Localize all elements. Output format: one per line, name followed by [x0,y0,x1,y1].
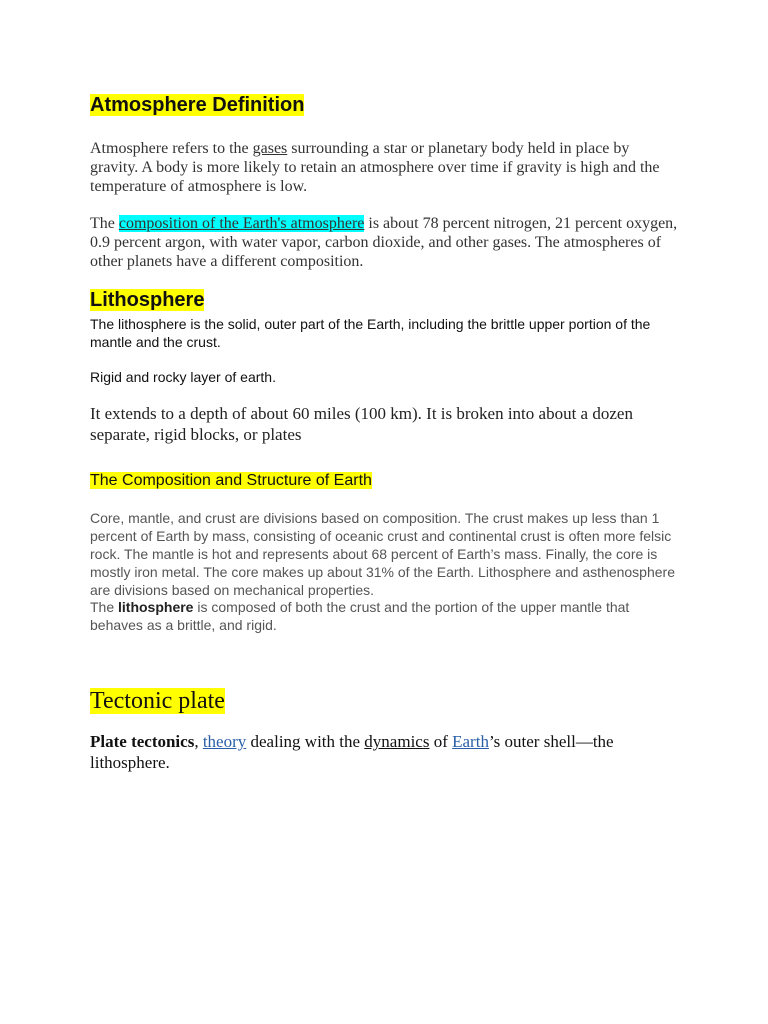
dynamics-link[interactable]: dynamics [364,732,430,751]
atmosphere-paragraph-2: The composition of the Earth's atmosphere is about 78 percent nitrogen, 21 percent oxygen, 0.9 percent argon, with water vapor, carbon dioxide, and other gases. The atmospheres of other planets have a different composition. [90,215,678,270]
tectonic-paragraph: Plate tectonics, theory dealing with the dynamics of Earth’s outer shell—the lithosphere. [90,732,614,772]
atmosphere-paragraph-1: Atmosphere refers to the gases surrounding a star or planetary body held in place by gravity. A body is more likely to retain an atmosphere over time if gravity is high and the temperature of atmosphere is low. [90,140,660,195]
lithosphere-heading: Lithosphere [90,289,205,311]
atmosphere-heading: Atmosphere Definition [90,94,305,116]
composition-heading: The Composition and Structure of Earth [90,472,372,489]
lithosphere-paragraph-2: Rigid and rocky layer of earth. [90,369,276,385]
tectonic-heading: Tectonic plate [90,688,225,714]
composition-link[interactable]: composition of the Earth's atmosphere [118,215,365,232]
composition-paragraph-1: Core, mantle, and crust are divisions based on composition. The crust makes up less than 1 percent of Earth by mass, consisting of oceanic crust and continental crust is often more felsic rock. The mantle is hot and represents about 68 percent of Earth’s mass. Finally, the core is mostly iron metal. The core makes up about 31% of the Earth. Lithosphere and asthenosphere are divisions based on mechanical properties. [90,510,675,598]
composition-paragraph-2: The lithosphere is composed of both the crust and the portion of the upper mantle that behaves as a brittle, and rigid. [90,599,630,633]
lithosphere-paragraph-3: It extends to a depth of about 60 miles (100 km). It is broken into about a dozen separate, rigid blocks, or plates [90,404,633,444]
theory-link[interactable]: theory [202,732,247,751]
lithosphere-paragraph-1: The lithosphere is the solid, outer part of the Earth, including the brittle upper portion of the mantle and the crust. [90,316,651,350]
gases-link[interactable]: gases [252,140,288,157]
earth-link[interactable]: Earth [452,732,489,751]
